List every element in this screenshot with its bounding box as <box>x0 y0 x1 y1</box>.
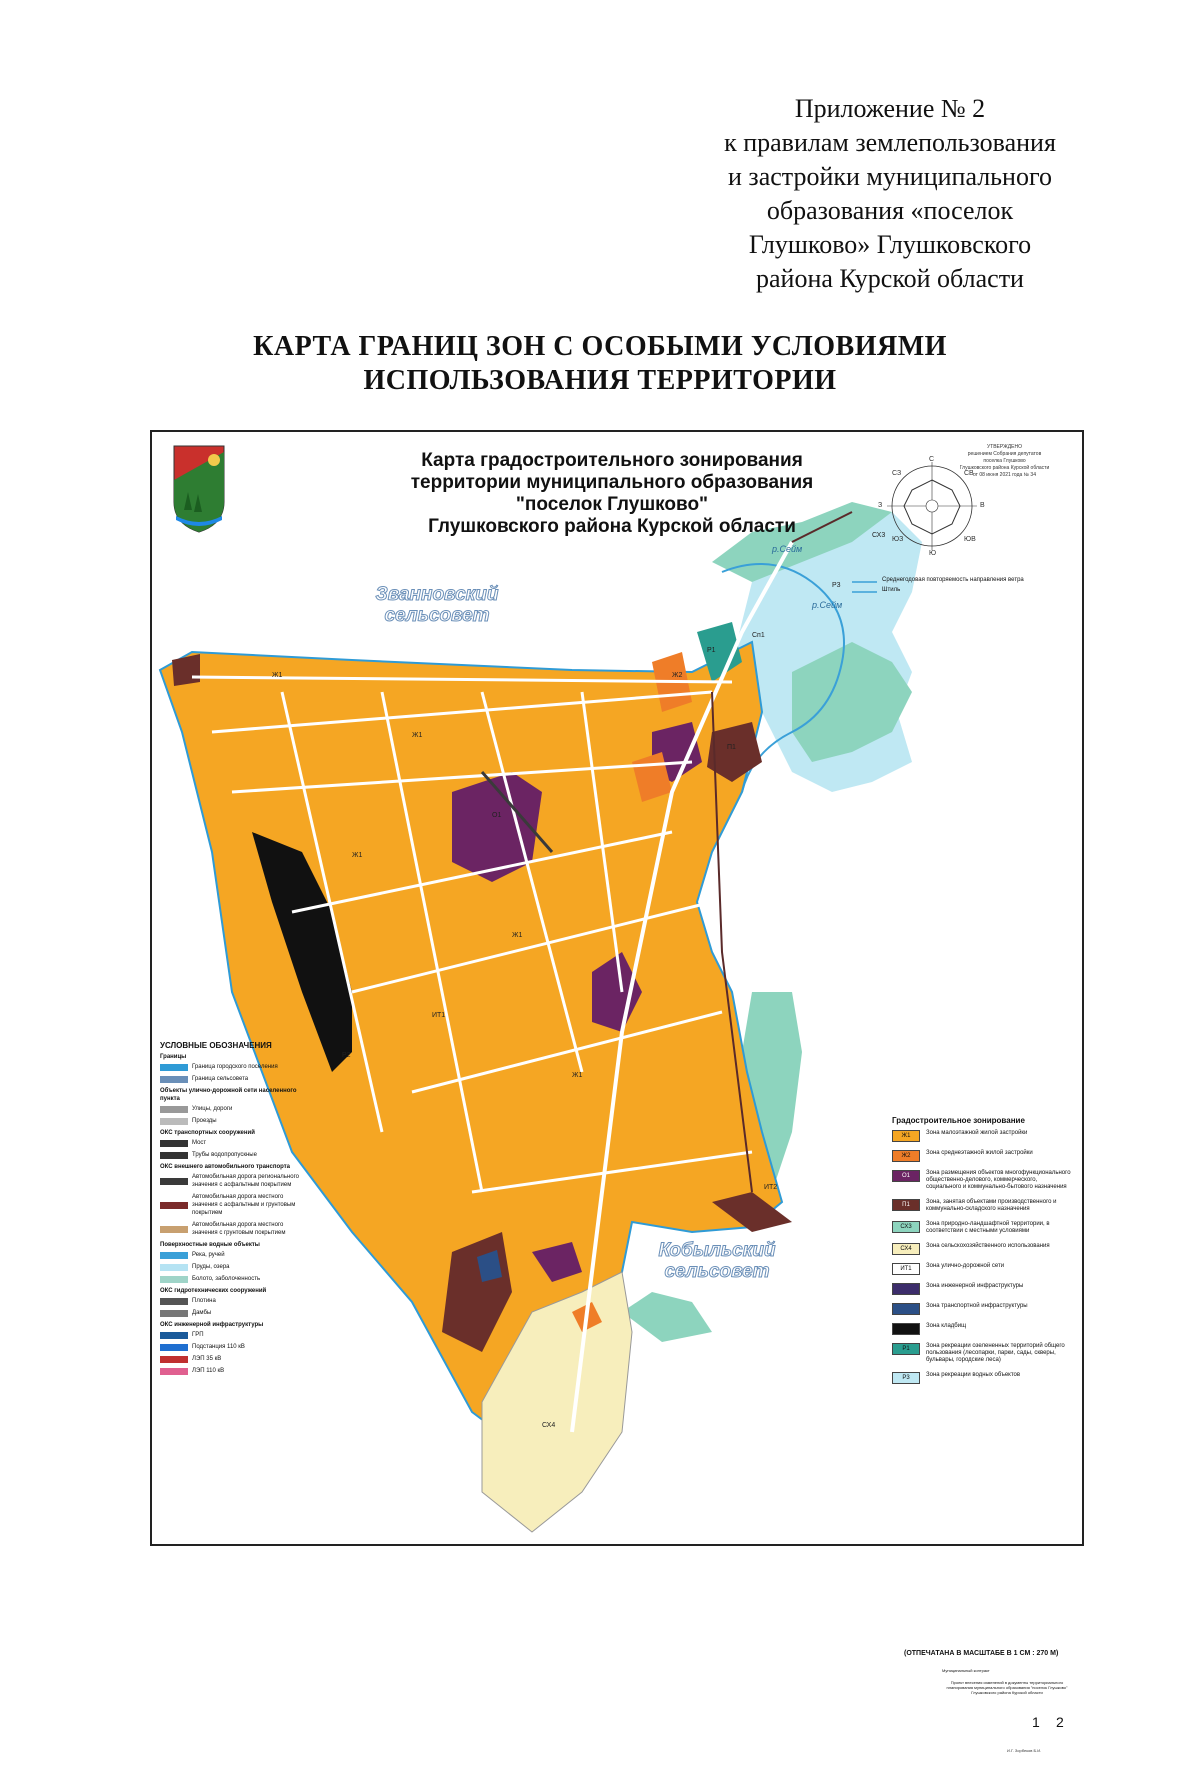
wind-legend-text <box>882 577 1072 594</box>
map-title-line: Глушковского района Курской области <box>428 516 796 537</box>
river-label: р.Сейм <box>812 600 843 610</box>
map-title-line: Карта градостроительного зонирования <box>421 450 803 471</box>
legend-label: Болото, заболоченность <box>192 1276 261 1282</box>
legend-label: Автомобильная дорога регионального значения с асфальтным покрытием <box>192 1174 299 1188</box>
legend-group-title: Поверхностные водные объекты <box>160 1242 260 1248</box>
legend-label: Трубы водопропускные <box>192 1152 257 1158</box>
legend-swatch <box>160 1310 188 1317</box>
zoning-legend-item <box>892 1199 1072 1213</box>
legend-items <box>892 1130 1072 1384</box>
zone-code-label: Сп1 <box>752 632 765 639</box>
legend-swatch <box>160 1356 188 1363</box>
stamp-sheet-number: 1 <box>1032 1714 1040 1730</box>
legend-label: Автомобильная дорога местного значения с грунтовым покрытием <box>192 1222 286 1236</box>
appendix-line: образования «поселок <box>766 196 1014 225</box>
zoning-legend-item <box>892 1372 1072 1384</box>
legend-swatch <box>160 1252 188 1259</box>
wind-direction-label: С <box>929 456 935 463</box>
legend-swatch <box>160 1344 188 1351</box>
legend-label: Граница городского поселения <box>192 1064 278 1070</box>
legend-label: ЛЭП 110 кВ <box>192 1368 225 1374</box>
coat-of-arms-icon <box>174 446 224 532</box>
zoning-label: Зона кладбищ <box>926 1323 967 1329</box>
legend-heading: УСЛОВНЫЕ ОБОЗНАЧЕНИЯ <box>160 1041 272 1050</box>
legend-zoning <box>892 1117 1072 1392</box>
approval-line: поселка Глушково <box>983 458 1026 464</box>
zoning-label: Зона размещения объектов многофункционального общественно-делового, коммерческого, социального и коммунально-бытового назначения <box>926 1170 1071 1190</box>
zoning-legend-item <box>892 1303 1072 1315</box>
zoning-label: Зона природно-ландшафтной территории, в соответствии с местными условиями <box>926 1221 1050 1234</box>
legend-swatch <box>160 1368 188 1375</box>
legend-swatch <box>160 1106 188 1113</box>
approval-line: решением Собрания депутатов <box>967 451 1042 457</box>
appendix-line: района Курской области <box>756 264 1024 293</box>
zone-code-label: Ж1 <box>572 1072 583 1079</box>
zoning-swatch: СХ3 <box>892 1221 920 1233</box>
map-title-line: территории муниципального образования <box>410 472 814 493</box>
legend-item <box>160 1297 310 1305</box>
zoning-legend-item <box>892 1343 1072 1364</box>
zone-code-label: Р3 <box>832 582 841 589</box>
legend-item <box>160 1139 310 1147</box>
legend-item <box>160 1263 310 1271</box>
wind-direction-label: ЮЗ <box>892 536 904 543</box>
legend-swatch <box>160 1178 188 1185</box>
zoning-legend-item <box>892 1221 1072 1235</box>
wind-direction-label: З <box>878 502 883 509</box>
wind-direction-label: В <box>980 502 985 509</box>
zoning-label: Зона, занятая объектами производственного и коммунально-складского назначения <box>926 1199 1057 1212</box>
legend-items <box>160 1053 310 1375</box>
document-title-line: КАРТА ГРАНИЦ ЗОН С ОСОБЫМИ УСЛОВИЯМИ <box>253 331 947 362</box>
zone-code-label: Р1 <box>707 647 716 654</box>
zone-code-label: Р2 <box>342 1052 351 1059</box>
wind-legend-label: Штиль <box>882 587 901 593</box>
wind-legend-label: Среднегодовая повторяемость направления ветра <box>882 577 1024 583</box>
legend-item <box>160 1275 310 1283</box>
legend-group-title: ОКС инженерной инфраструктуры <box>160 1322 264 1328</box>
legend-group-title: Границы <box>160 1054 187 1060</box>
zoning-swatch <box>892 1283 920 1295</box>
legend-item <box>160 1075 310 1083</box>
legend-swatch <box>160 1076 188 1083</box>
legend-item <box>160 1309 310 1317</box>
zoning-label: Зона сельскохозяйственного использования <box>926 1243 1050 1249</box>
zoning-label: Зона рекреации озелененных территорий общего пользования (лесопарки, парки, сады, скверы, бульвары, городские леса) <box>926 1343 1065 1363</box>
zoning-legend-item <box>892 1263 1072 1275</box>
zone-code-label: О1 <box>492 812 502 819</box>
zone-code-label: Ж1 <box>412 732 423 739</box>
zoning-swatch <box>892 1323 920 1335</box>
legend-swatch <box>160 1226 188 1233</box>
legend-label: Плотина <box>192 1298 216 1304</box>
legend-item <box>160 1193 310 1217</box>
zoning-swatch: Р3 <box>892 1372 920 1384</box>
zoning-legend-item <box>892 1130 1072 1142</box>
legend-heading: Градостроительное зонирование <box>892 1116 1025 1125</box>
natural-landscape-zone <box>622 1292 712 1342</box>
stamp-project: Проект внесения изменений в документы территориального планирования муниципального образования "поселок Глушково" Глушковского района Курской области <box>946 1680 1068 1695</box>
zone-code-label: СХ3 <box>872 532 886 539</box>
legend-label: Пруды, озера <box>192 1264 230 1270</box>
legend-item <box>160 1221 310 1237</box>
map-title-line: "поселок Глушково" <box>515 494 709 515</box>
zone-code-label: П1 <box>727 744 736 751</box>
stamp-sheets-total: 2 <box>1056 1714 1064 1730</box>
legend-item <box>160 1151 310 1159</box>
approval-line: от 08 июня 2021 года № 34 <box>972 472 1036 478</box>
stamp-author: И.Г. Зорбеков Б.И. <box>1007 1748 1042 1753</box>
legend-item <box>160 1367 310 1375</box>
legend-label: Дамбы <box>192 1310 212 1316</box>
zoning-label: Зона рекреации водных объектов <box>926 1372 1021 1378</box>
zoning-swatch <box>892 1303 920 1315</box>
zoning-swatch: П1 <box>892 1199 920 1211</box>
legend-item <box>160 1355 310 1363</box>
zoning-legend-item <box>892 1170 1072 1191</box>
appendix-line: к правилам землепользования <box>724 128 1056 157</box>
zoning-swatch: Ж2 <box>892 1150 920 1162</box>
legend-swatch <box>160 1332 188 1339</box>
zoning-label: Зона малоэтажной жилой застройки <box>926 1130 1028 1136</box>
legend-conventions <box>160 1042 310 1379</box>
legend-item <box>160 1105 310 1113</box>
legend-label: Мост <box>192 1140 207 1146</box>
zoning-legend-item <box>892 1243 1072 1255</box>
document-title <box>150 330 1050 398</box>
legend-swatch <box>160 1276 188 1283</box>
legend-item <box>160 1331 310 1339</box>
legend-swatch <box>160 1152 188 1159</box>
document-title-line: ИСПОЛЬЗОВАНИЯ ТЕРРИТОРИИ <box>363 365 837 396</box>
zone-code-label: ИТ1 <box>432 1012 446 1019</box>
zone-code-label: СХ4 <box>542 1422 556 1429</box>
legend-label: Подстанция 110 кВ <box>192 1344 245 1350</box>
zoning-swatch: СХ4 <box>892 1243 920 1255</box>
zone-code-label: Ж1 <box>272 672 283 679</box>
zoning-legend-item <box>892 1283 1072 1295</box>
appendix-line: Глушково» Глушковского <box>748 230 1032 259</box>
legend-swatch <box>160 1298 188 1305</box>
zoning-legend-item <box>892 1150 1072 1162</box>
zoning-swatch: ИТ1 <box>892 1263 920 1275</box>
map-title <box>372 450 852 538</box>
neighbor-council-label: Кобыльский сельсовет <box>658 1240 776 1282</box>
zoning-swatch: О1 <box>892 1170 920 1182</box>
zone-code-label: ИТ2 <box>764 1184 778 1191</box>
appendix-block <box>690 92 1090 296</box>
appendix-line: и застройки муниципального <box>728 162 1052 191</box>
zoning-label: Зона среднеэтажной жилой застройки <box>926 1150 1033 1156</box>
wind-direction-label: СЗ <box>892 470 902 477</box>
zoning-legend-item <box>892 1323 1072 1335</box>
legend-item <box>160 1063 310 1071</box>
legend-group-title: ОКС внешнего автомобильного транспорта <box>160 1164 291 1170</box>
legend-item <box>160 1117 310 1125</box>
scale-note: (ОТПЕЧАТАНА В МАСШТАБЕ В 1 СМ : 270 М) <box>904 1650 1059 1657</box>
zone-code-label: Ж1 <box>352 852 363 859</box>
zone-code-label: Ж2 <box>672 672 683 679</box>
legend-group-title: ОКС гидротехнических сооружений <box>160 1288 267 1294</box>
approval-note <box>942 444 1067 479</box>
zoning-swatch: Р1 <box>892 1343 920 1355</box>
wind-direction-label: Ю <box>929 550 937 557</box>
river-label: р.Сейм <box>772 544 803 554</box>
zoning-label: Зона транспортной инфраструктуры <box>926 1303 1028 1309</box>
stamp-header: Муниципальный контракт <box>942 1668 990 1673</box>
legend-label: Автомобильная дорога местного значения с асфальтным и грунтовым покрытием <box>192 1194 296 1216</box>
legend-label: ЛЭП 35 кВ <box>192 1356 222 1362</box>
legend-item <box>160 1251 310 1259</box>
wind-direction-label: СВ <box>964 470 974 477</box>
zone-code-label: Ж1 <box>512 932 523 939</box>
legend-swatch <box>160 1202 188 1209</box>
zoning-label: Зона улично-дорожной сети <box>926 1263 1005 1269</box>
legend-swatch <box>160 1118 188 1125</box>
legend-item <box>160 1173 310 1189</box>
wind-direction-label: ЮВ <box>964 536 976 543</box>
legend-label: Улицы, дороги <box>192 1106 233 1112</box>
legend-item <box>160 1343 310 1351</box>
legend-swatch <box>160 1064 188 1071</box>
neighbor-council-label: Званновский сельсовет <box>375 584 499 626</box>
zoning-swatch: Ж1 <box>892 1130 920 1142</box>
approval-line: УТВЕРЖДЕНО <box>986 444 1023 450</box>
legend-label: Граница сельсовета <box>192 1076 249 1082</box>
legend-label: Река, ручей <box>192 1252 225 1258</box>
legend-swatch <box>160 1140 188 1147</box>
legend-group-title: ОКС транспортных сооружений <box>160 1130 255 1136</box>
zoning-label: Зона инженерной инфраструктуры <box>926 1283 1024 1289</box>
appendix-line: Приложение № 2 <box>794 94 986 123</box>
legend-label: ГРП <box>192 1332 204 1338</box>
legend-group-title: Объекты улично-дорожной сети населенного пункта <box>160 1088 297 1102</box>
map-sheet <box>150 430 1084 1753</box>
legend-swatch <box>160 1264 188 1271</box>
title-block <box>792 1664 1074 1776</box>
approval-line: Глушковского района Курской области <box>959 465 1050 471</box>
legend-label: Проезды <box>192 1118 217 1124</box>
